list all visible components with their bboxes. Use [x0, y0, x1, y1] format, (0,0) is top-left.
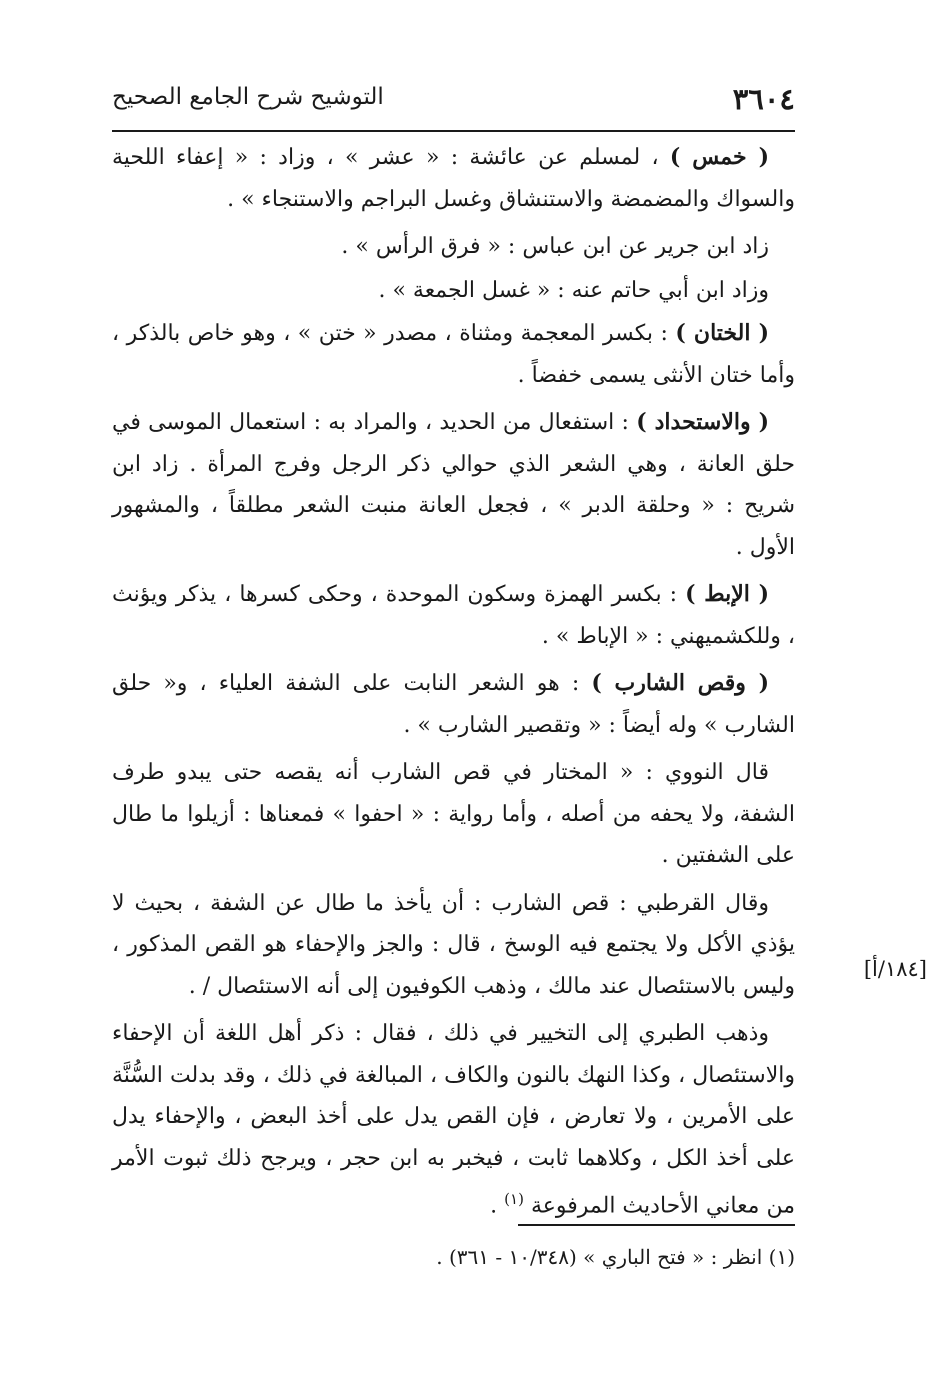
paragraph-ibn-jarir [112, 226, 795, 268]
term: ( الإبط ) [685, 581, 769, 607]
paragraph-ibn-abi-hatim [112, 270, 795, 312]
paragraph-qass-sharib [112, 663, 795, 746]
paragraph-text: ، لمسلم عن عائشة : « عشر » ، وزاد : « إعفاء اللحية والسواك والمضمضة والاستنشاق وغسل البراجم والاستنجاء » . [112, 145, 795, 212]
term: ( الختان ) [675, 320, 769, 346]
paragraph-text: وقال القرطبي : قص الشارب : أن يأخذ ما طال عن الشفة ، بحيث لا يؤذي الأكل ولا يجتمع فيه الوسخ ، قال : والجز والإحفاء هو القص المذكور ، وليس بالاستئصال عند مالك ، وذهب الكوفيون إلى أنه الاستئصال / . [112, 890, 795, 999]
term: ( خمس ) [669, 144, 769, 170]
paragraph-text: وذهب الطبري إلى التخيير في ذلك ، فقال : ذكر أهل اللغة أن الإحفاء والاستئصال ، وكذا النهك بالنون والكاف ، المبالغة في ذلك ، وقد بدلت السُّنَّة على الأمرين ، ولا تعارض ، فإن القص يدل على أخذ البعض ، والإحفاء يدل على أخذ الكل ، وكلاهما ثابت ، فيخبر به ابن حجر ، ويرجح ذلك ثبوت الأمر من معاني الأحاديث المرفوعة [112, 1021, 795, 1219]
footnote-rule [518, 1224, 795, 1226]
paragraph-text: : بكسر الهمزة وسكون الموحدة ، وحكى كسرها ، يذكر ويؤنث ، وللكشميهني : « الإباط » . [112, 582, 795, 649]
header-rule [112, 130, 795, 132]
paragraph-text: زاد ابن جرير عن ابن عباس : « فرق الرأس » . [341, 234, 769, 259]
paragraph-nawawi [112, 752, 795, 877]
paragraph-khams [112, 137, 795, 220]
footnote-marker: (١) [504, 1190, 524, 1208]
paragraph-text: وزاد ابن أبي حاتم عنه : « غسل الجمعة » . [378, 277, 769, 303]
paragraph-text: قال النووي : « المختار في قص الشارب أنه يقصه حتى يبدو طرف الشفة، ولا يحفه من أصله ، وأما رواية : « احفوا » فمعناها : أزيلوا ما طال على الشفتين . [112, 760, 795, 868]
paragraph-text: : بكسر المعجمة ومثناة ، مصدر « ختن » ، وهو خاص بالذكر ، وأما ختان الأنثى يسمى خفضاً . [112, 321, 795, 388]
folio-reference: [١٨٤/أ] [863, 957, 927, 981]
main-text [112, 137, 795, 1233]
running-title: التوشيح شرح الجامع الصحيح [112, 84, 384, 110]
paragraph-qurtubi [112, 883, 795, 1008]
paragraph-tail: . [490, 1193, 505, 1219]
page-header [112, 78, 795, 128]
term: ( وقص الشارب ) [591, 670, 769, 696]
paragraph-tabari [112, 1013, 795, 1227]
term: ( والاستحداد ) [636, 409, 769, 435]
paragraph-istihdad [112, 402, 795, 568]
paragraph-khitan [112, 313, 795, 396]
footnote: (١) انظر : « فتح الباري » (١٠/٣٤٨ - ٣٦١) . [436, 1245, 795, 1269]
paragraph-text: : هو الشعر النابت على الشفة العلياء ، و« حلق الشارب » وله أيضاً : « وتقصير الشارب » . [112, 671, 795, 738]
page-number: ٣٦٠٤ [732, 82, 795, 116]
paragraph-text: : استفعال من الحديد ، والمراد به : استعمال الموسى في حلق العانة ، وهي الشعر الذي حوالي ذكر الرجل وفرج المرأة . زاد ابن شريح : « وحلقة الدبر » ، فجعل العانة منبت الشعر مطلقاً ، والمشهور الأول . [112, 410, 796, 560]
paragraph-ibt [112, 574, 795, 657]
